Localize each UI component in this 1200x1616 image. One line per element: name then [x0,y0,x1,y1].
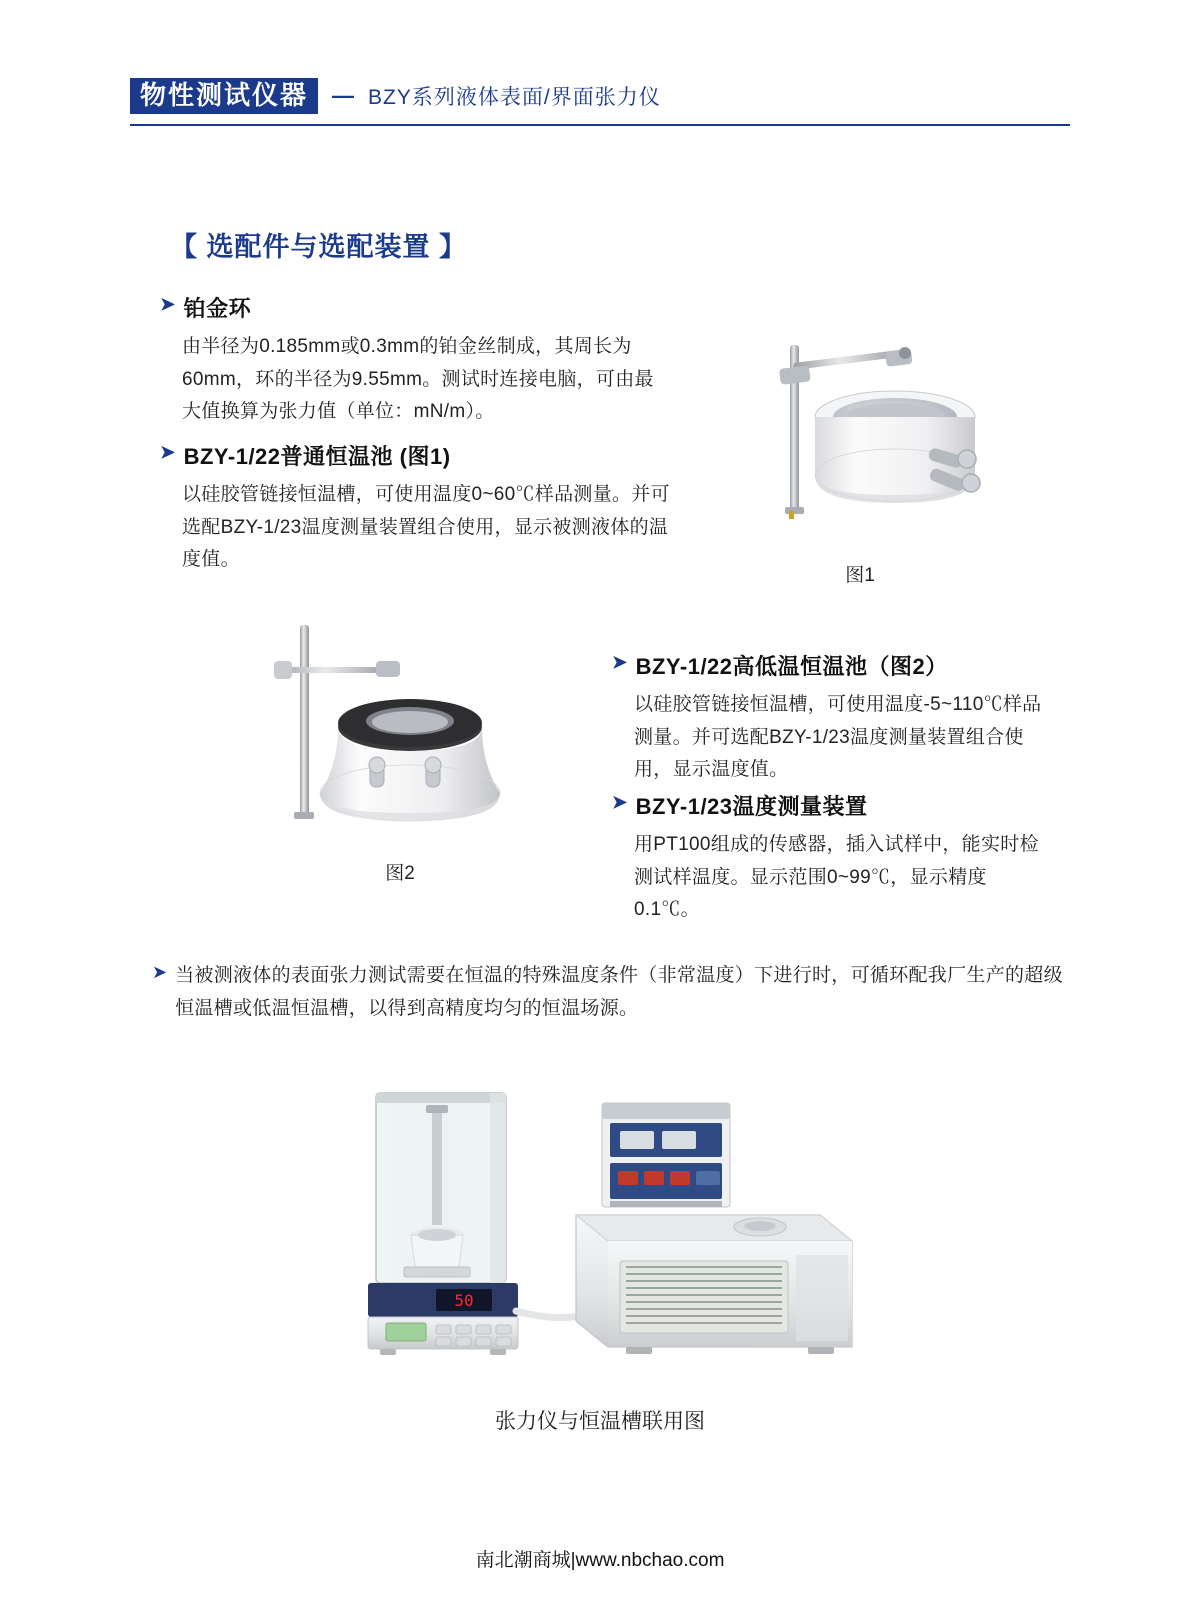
block-body: 由半径为0.185mm或0.3mm的铂金丝制成，其周长为60mm，环的半径为9.55mm。测试时连接电脑，可由最大值换算为张力值（单位：mN/m）。 [182,336,654,423]
header-subtitle: BZY系列液体表面/界面张力仪 [368,86,661,109]
block-title: BZY-1/22高低温恒温池（图2） [635,654,948,679]
caption-combined-figure: 张力仪与恒温槽联用图 [495,1410,705,1433]
block-body: 用PT100组成的传感器，插入试样中，能实时检测试样温度。显示范围0~99℃，显示精度0.1℃。 [634,834,1039,921]
page-footer: 南北潮商城|www.nbchao.com [475,1550,725,1571]
caption-figure-2: 图2 [385,863,415,884]
section-title: 【 选配件与选配装置 】 [170,232,468,262]
figure-standard-pool-graphic [735,325,985,550]
block-body: 以硅胶管链接恒温槽，可使用温度-5~110℃样品测量。并可选配BZY-1/23温度测量装置组合使用，显示温度值。 [634,694,1042,781]
instrument-display-value: 50 [454,1291,474,1310]
caption-figure-1: 图1 [845,565,875,586]
block-title: 铂金环 [183,296,252,321]
figure-standard-pool [735,325,985,550]
block-standard-thermostatic-pool [160,440,670,577]
header-divider [130,124,1070,126]
note-body: 当被测液体的表面张力测试需要在恒温的特殊温度条件（非常温度）下进行时，可循环配我厂生产的超级恒温槽或低温恒温槽，以得到高精度均匀的恒温场源。 [175,965,1063,1019]
block-high-low-temp-pool [612,650,1042,787]
block-temperature-measuring-device [612,790,1042,927]
block-body: 以硅胶管链接恒温槽，可使用温度0~60℃样品测量。并可选配BZY-1/23温度测量装置组合使用，显示被测液体的温度值。 [182,484,670,571]
block-title: BZY-1/23温度测量装置 [635,794,868,819]
figure-combined-setup-graphic [340,1075,860,1395]
figure-combined-setup [340,1075,860,1395]
header-dash: — [332,83,355,108]
block-platinum-ring [160,292,660,429]
block-note [152,960,1072,1025]
header-row [130,78,1070,124]
block-title: BZY-1/22普通恒温池 (图1) [183,444,451,469]
figure-high-low-temp-pool-graphic [258,615,518,850]
arrow-icon: ➤ [160,294,176,314]
bullet-heading [612,650,1042,681]
arrow-icon: ➤ [160,442,176,462]
bullet-heading [160,292,660,323]
arrow-icon: ➤ [612,792,628,812]
brand-tag: 物性测试仪器 [130,78,318,114]
arrow-icon: ➤ [612,652,628,672]
bullet-heading [160,440,670,471]
arrow-icon: ➤ [152,962,168,982]
figure-high-low-temp-pool [258,615,518,850]
page-header [130,78,1070,126]
bullet-heading [612,790,1042,821]
